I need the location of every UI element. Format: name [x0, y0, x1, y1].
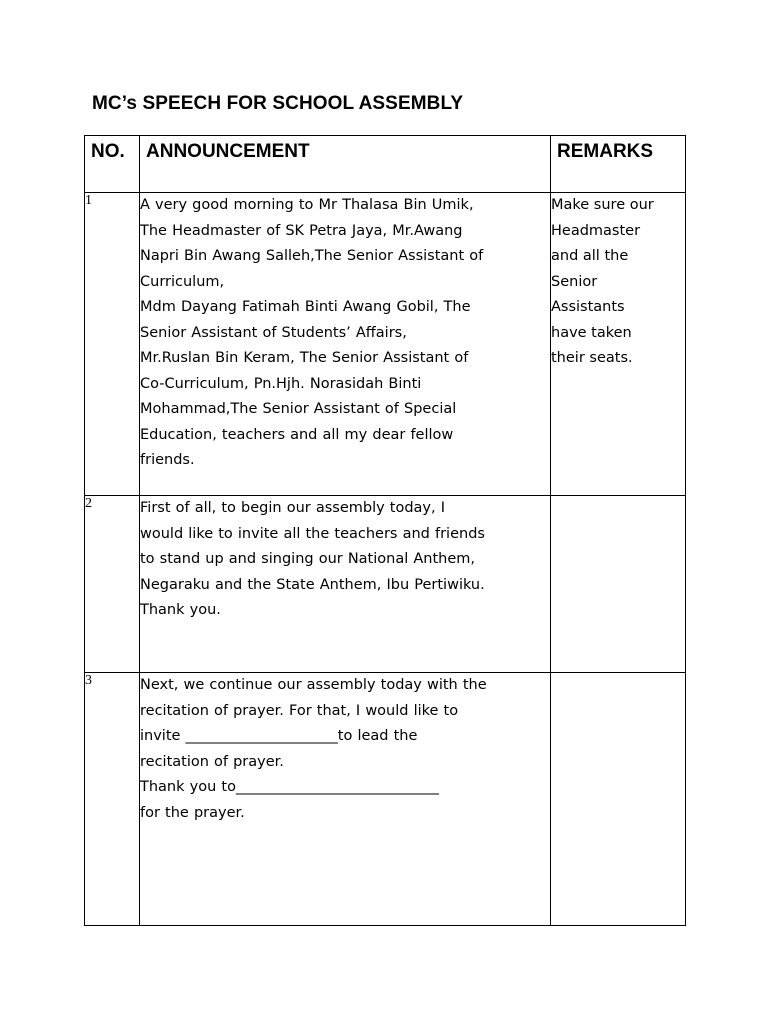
table-row	[85, 193, 686, 496]
row-number: 1	[85, 193, 140, 496]
header-no: NO.	[85, 136, 140, 193]
table-row	[85, 673, 686, 926]
remarks-text	[551, 673, 686, 926]
announcement-text: Next, we continue our assembly today with the recitation of prayer. For that, I would like to invite _____________________to lead the recitation of prayer. Thank you to____________________________ for the prayer.	[140, 673, 551, 926]
header-remarks: REMARKS	[551, 136, 686, 193]
document-title: MC’s SPEECH FOR SCHOOL ASSEMBLY	[92, 93, 464, 114]
table-header-row	[85, 136, 686, 193]
announcement-text: A very good morning to Mr Thalasa Bin Umik, The Headmaster of SK Petra Jaya, Mr.Awang Napri Bin Awang Salleh,The Senior Assistant of Curriculum, Mdm Dayang Fatimah Binti Awang Gobil, The Senior Assistant of Students’ Affairs, Mr.Ruslan Bin Keram, The Senior Assistant of Co-Curriculum, Pn.Hjh. Norasidah Binti Mohammad,The Senior Assistant of Special Education, teachers and all my dear fellow friends.	[140, 193, 551, 496]
row-number: 3	[85, 673, 140, 926]
remarks-text: Make sure our Headmaster and all the Senior Assistants have taken their seats.	[551, 193, 686, 496]
header-announcement: ANNOUNCEMENT	[140, 136, 551, 193]
announcement-text: First of all, to begin our assembly today, I would like to invite all the teachers and friends to stand up and singing our National Anthem, Negaraku and the State Anthem, Ibu Pertiwiku. Thank you.	[140, 496, 551, 673]
table-row	[85, 496, 686, 673]
row-number: 2	[85, 496, 140, 673]
remarks-text	[551, 496, 686, 673]
speech-table	[84, 135, 686, 926]
